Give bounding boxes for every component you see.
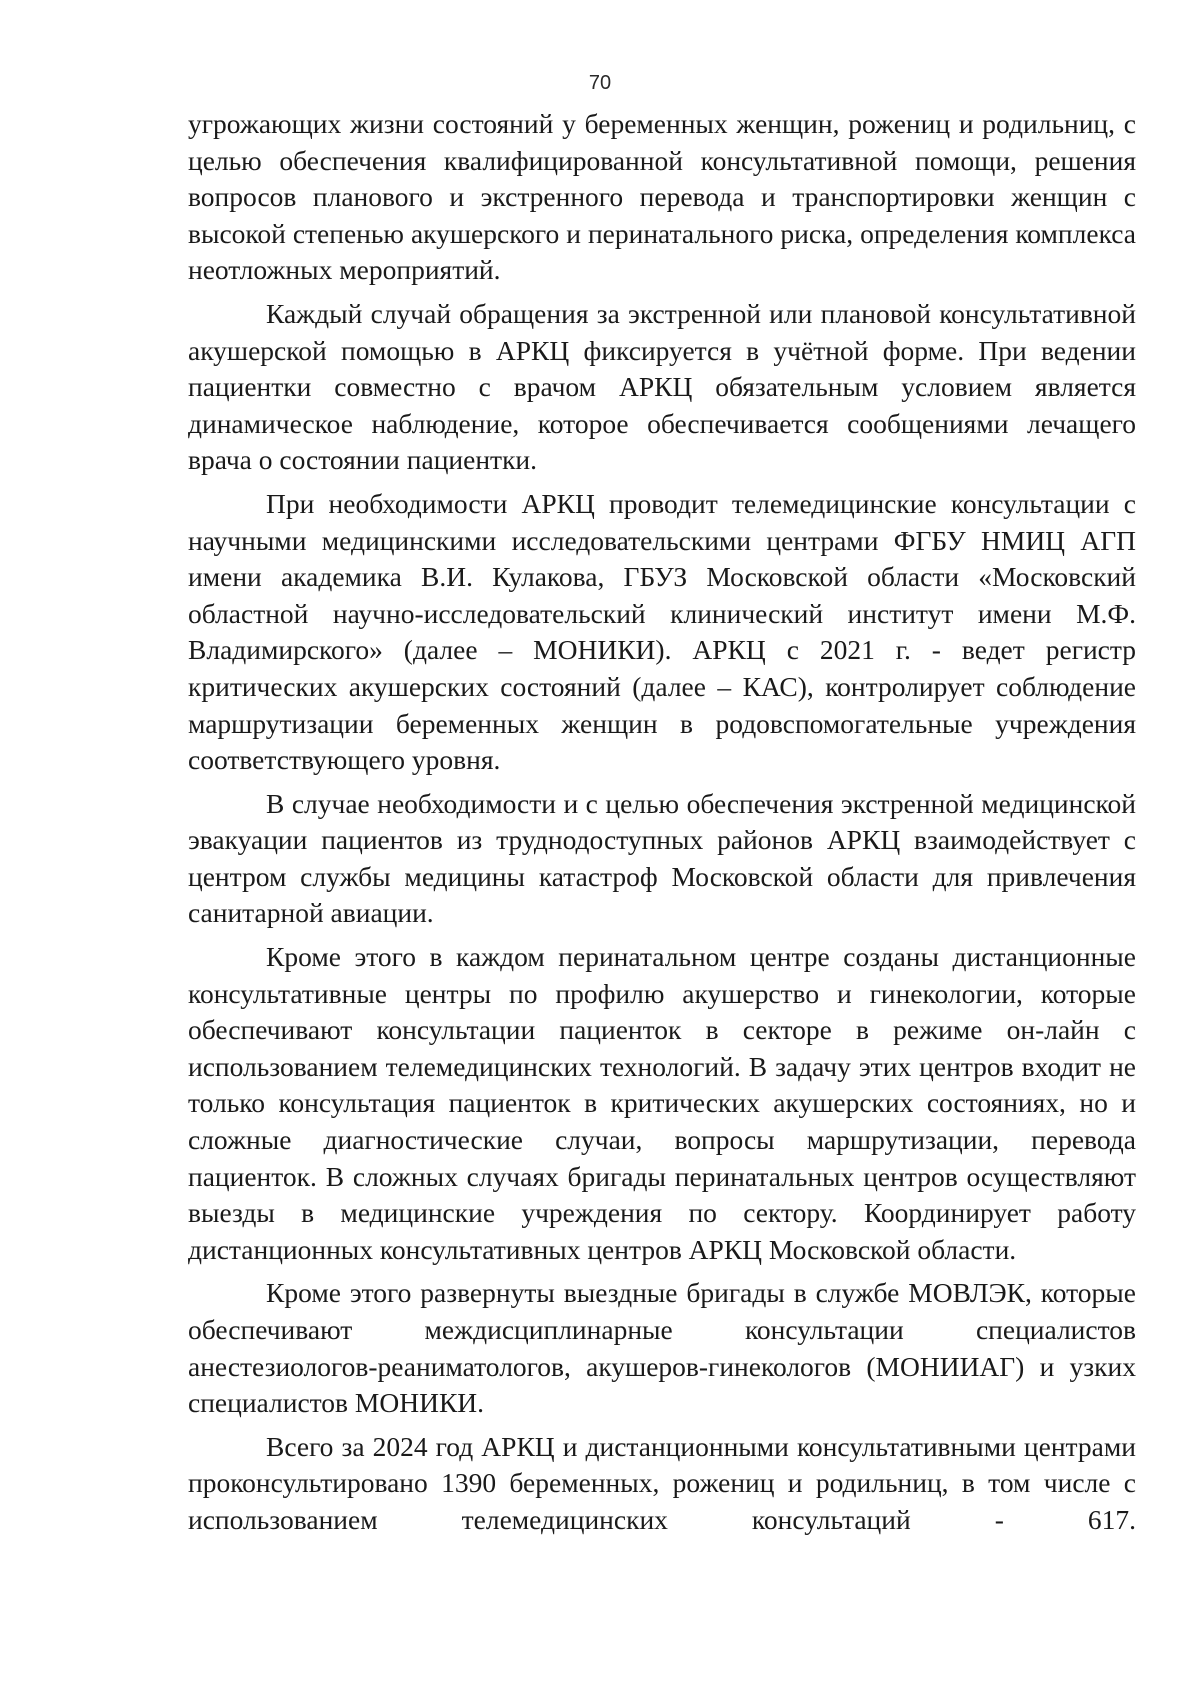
paragraph-2: Каждый случай обращения за экстренной или плановой консультативной акушерской помощью в АРКЦ фиксируется в учётной форме. При ведении пациентки совместно с врачом АРКЦ обязательным условием является динамическое наблюдение, которое обеспечивается сообщениями лечащего врача о состоянии пациентки. xyxy=(188,297,1136,476)
paragraph-1: угрожающих жизни состояний у беременных женщин, рожениц и родильниц, с целью обеспечения квалифицированной консультативной помощи, решения вопросов планового и экстренного перевода и транспортировки женщин с высокой степенью акушерского и перинатального риска, определения комплекса неотложных мероприятий. xyxy=(188,108,1136,286)
document-body xyxy=(188,106,1136,1546)
page-number: 70 xyxy=(588,72,612,94)
paragraph-5: Кроме этого в каждом перинатальном центре созданы дистанционные консультативные центры по профилю акушерство и гинекологии, которые обеспечивают консультации пациенток в секторе в режиме он-лайн с использованием телемедицинских технологий. В задачу этих центров входит не только консультация пациенток в критических акушерских состояниях, но и сложные диагностические случаи, вопросы маршрутизации, перевода пациенток. В сложных случаях бригады перинатальных центров осуществляют выезды в медицинские учреждения по сектору. Координирует работу дистанционных консультативных центров АРКЦ Московской области. xyxy=(188,941,1136,1265)
paragraph-7: Всего за 2024 год АРКЦ и дистанционными консультативными центрами проконсультировано 1390 беременных, рожениц и родильниц, в том числе с использованием телемедицинских консультаций - 617. xyxy=(188,1430,1136,1535)
paragraph-3: При необходимости АРКЦ проводит телемедицинские консультации с научными медицинскими исследовательскими центрами ФГБУ НМИЦ АГП имени академика В.И. Кулакова, ГБУЗ Московской области «Московский областной научно-исследовательский клинический институт имени М.Ф. Владимирского» (далее – МОНИКИ). АРКЦ с 2021 г. - ведет регистр критических акушерских состояний (далее – КАС), контролирует соблюдение маршрутизации беременных женщин в родовспомогательные учреждения соответствующего уровня. xyxy=(188,487,1136,776)
paragraph-4: В случае необходимости и с целью обеспечения экстренной медицинской эвакуации пациентов из труднодоступных районов АРКЦ взаимодействует с центром службы медицины катастроф Московской области для привлечения санитарной авиации. xyxy=(188,787,1136,929)
paragraph-6: Кроме этого развернуты выездные бригады в службе МОВЛЭК, которые обеспечивают междисциплинарные консультации специалистов анестезиологов-реаниматологов, акушеров-гинекологов (МОНИИАГ) и узких специалистов МОНИКИ. xyxy=(188,1277,1136,1419)
